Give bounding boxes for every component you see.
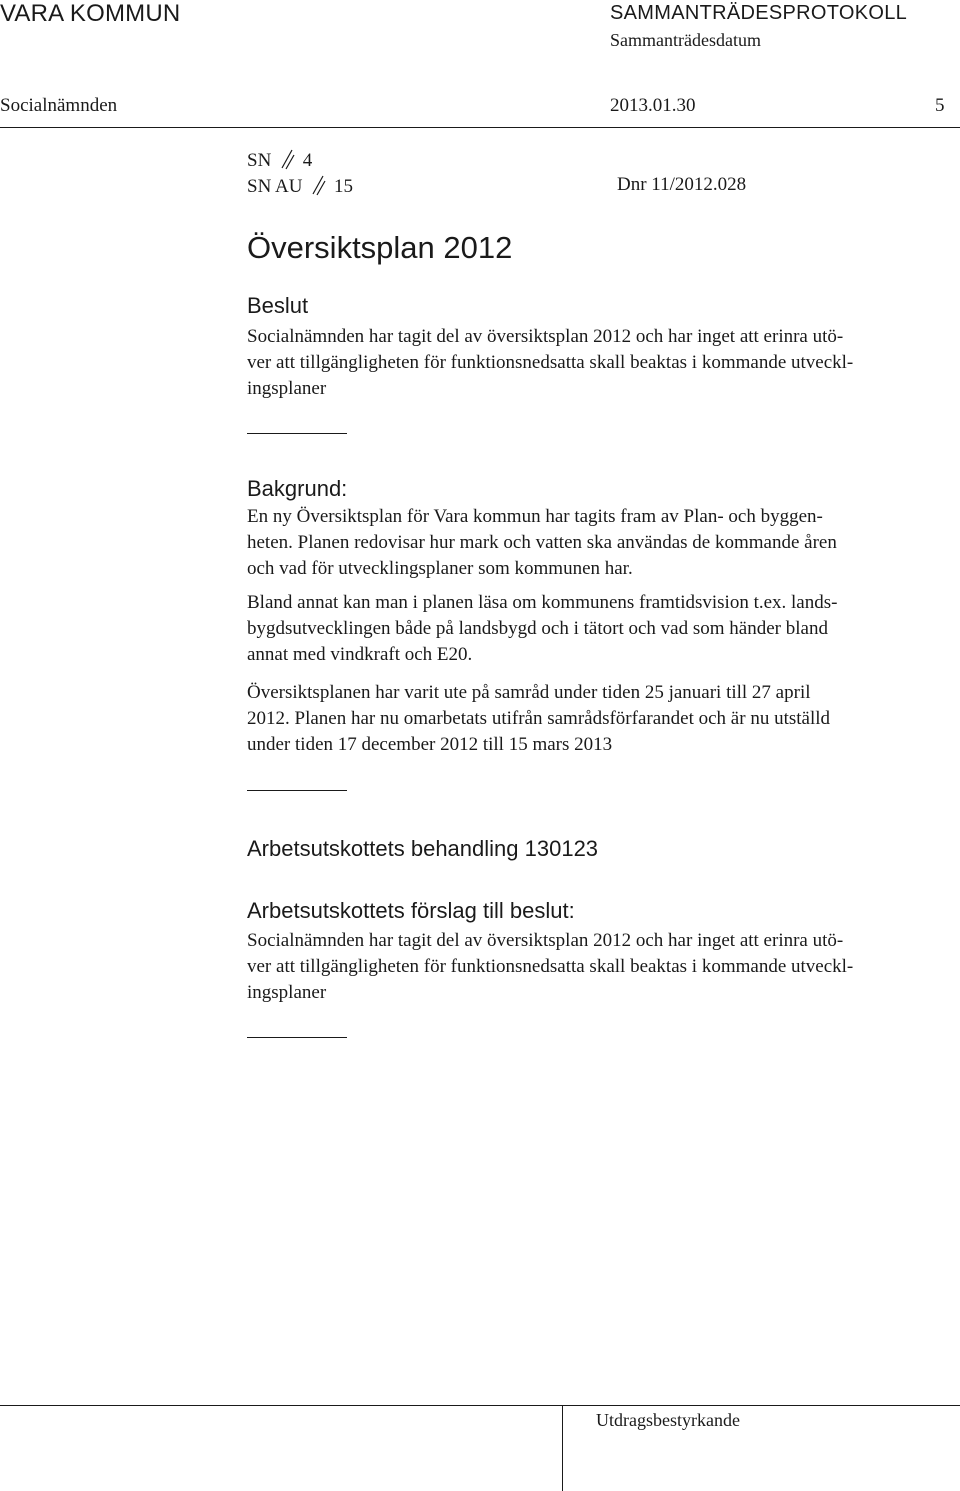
committee-name: Socialnämnden xyxy=(0,95,118,116)
header-divider xyxy=(0,127,960,128)
snau-reference xyxy=(247,174,353,198)
text-line: ingsplaner xyxy=(247,378,327,399)
text-line: 2012. Planen har nu omarbetats utifrån samrådsförfarandet och är nu utställd xyxy=(247,708,831,729)
meeting-date-label: Sammanträdesdatum xyxy=(610,30,761,50)
snau-number: 15 xyxy=(333,176,353,197)
section-divider xyxy=(247,790,347,791)
text-line: och vad för utvecklingsplaner som kommunen har. xyxy=(247,558,633,579)
text-line: ingsplaner xyxy=(247,982,327,1003)
footer-divider xyxy=(0,1405,960,1406)
text-line: Socialnämnden har tagit del av översiktsplan 2012 och har inget att erinra utö- xyxy=(247,326,844,347)
text-line: ver att tillgängligheten för funktionsnedsatta skall beaktas i kommande utveckl- xyxy=(247,956,854,977)
page-title: Översiktsplan 2012 xyxy=(247,230,513,265)
text-line: under tiden 17 december 2012 till 15 mars 2013 xyxy=(247,734,613,755)
text-line: En ny Översiktsplan för Vara kommun har tagits fram av Plan- och byggen- xyxy=(247,506,823,527)
bakgrund-paragraph-3 xyxy=(247,680,937,758)
bakgrund-paragraph-1 xyxy=(247,504,937,582)
beslut-text xyxy=(247,324,937,402)
text-line: Socialnämnden har tagit del av översiktsplan 2012 och har inget att erinra utö- xyxy=(247,930,844,951)
section-divider xyxy=(247,1037,347,1038)
paragraph-mark-icon xyxy=(309,174,327,196)
diary-number: Dnr 11/2012.028 xyxy=(617,174,747,195)
section-divider xyxy=(247,433,347,434)
paragraph-mark-icon xyxy=(278,148,296,170)
au-forslag-heading: Arbetsutskottets förslag till beslut: xyxy=(247,898,575,923)
text-line: bygdsutvecklingen både på landsbygd och i tätort och vad som händer bland xyxy=(247,618,828,639)
text-line: annat med vindkraft och E20. xyxy=(247,644,473,665)
certification-label: Utdragsbestyrkande xyxy=(596,1410,740,1430)
text-line: Översiktsplanen har varit ute på samråd under tiden 25 januari till 27 april xyxy=(247,682,811,703)
bakgrund-paragraph-2 xyxy=(247,590,937,668)
sn-reference xyxy=(247,148,312,172)
meeting-date: 2013.01.30 xyxy=(610,95,696,116)
document-type: SAMMANTRÄDESPROTOKOLL xyxy=(610,2,908,24)
municipality-name: VARA KOMMUN xyxy=(0,0,181,27)
au-behandling-heading: Arbetsutskottets behandling 130123 xyxy=(247,836,599,861)
bakgrund-heading: Bakgrund: xyxy=(247,476,348,501)
text-line: Bland annat kan man i planen läsa om kommunens framtidsvision t.ex. lands- xyxy=(247,592,838,613)
footer-column-divider xyxy=(562,1405,563,1491)
beslut-heading: Beslut xyxy=(247,293,309,318)
text-line: ver att tillgängligheten för funktionsnedsatta skall beaktas i kommande utveckl- xyxy=(247,352,854,373)
page-number: 5 xyxy=(935,95,945,116)
snau-label: SN AU xyxy=(247,176,303,197)
sn-number: 4 xyxy=(302,150,313,171)
text-line: heten. Planen redovisar hur mark och vatten ska användas de kommande åren xyxy=(247,532,837,553)
au-forslag-text xyxy=(247,928,937,1006)
sn-label: SN xyxy=(247,150,272,171)
